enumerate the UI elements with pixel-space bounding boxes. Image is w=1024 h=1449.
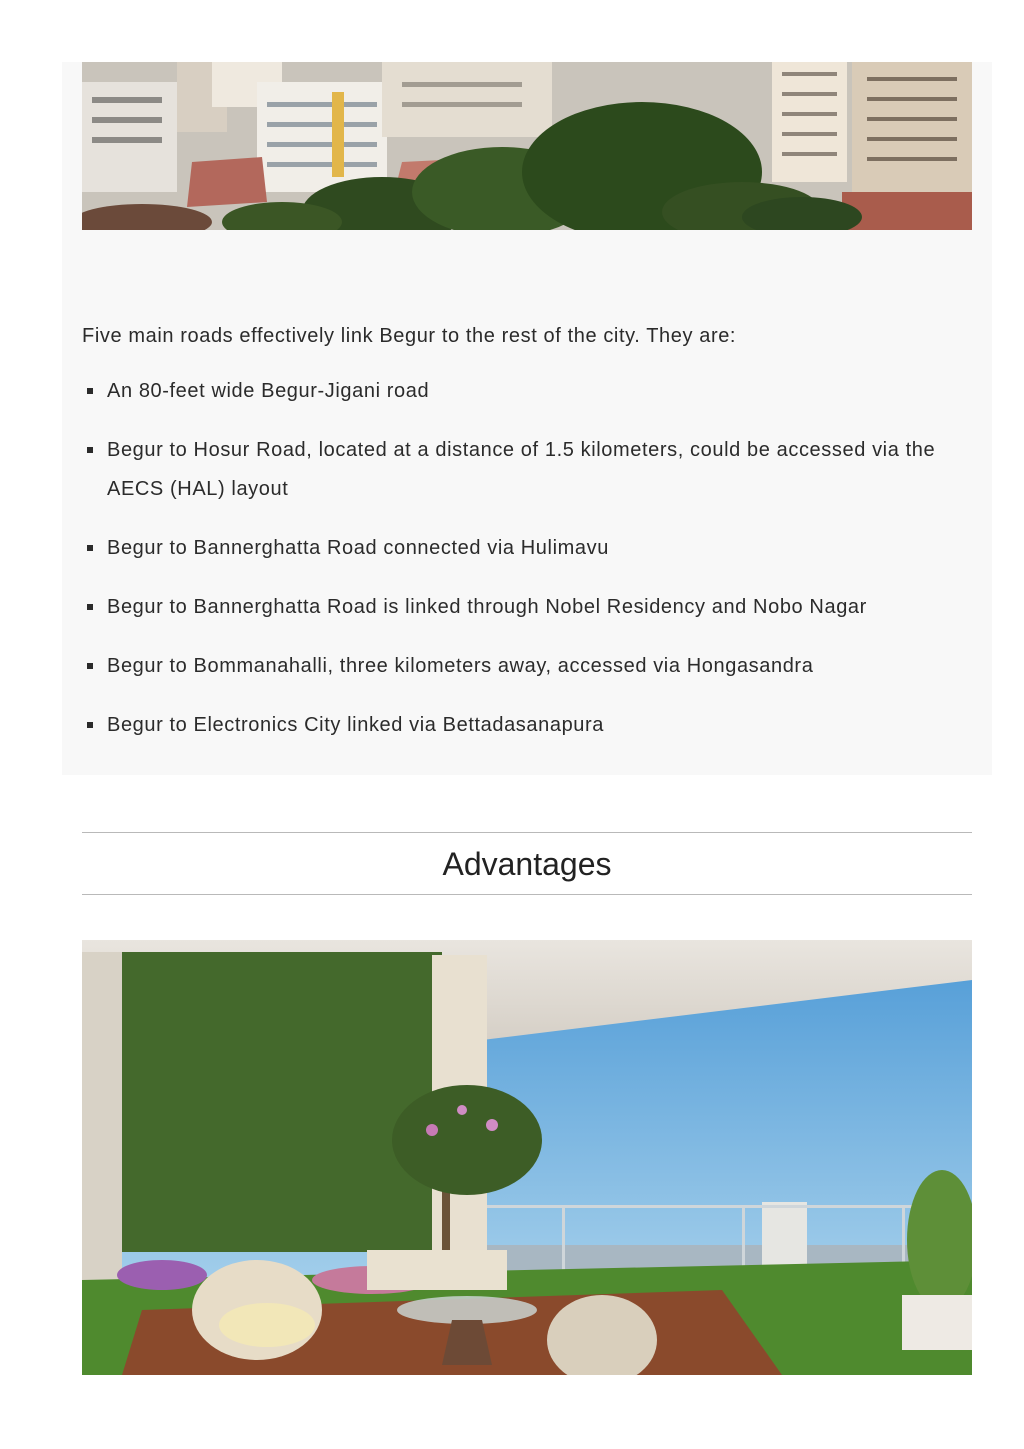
bullet-icon <box>87 722 93 728</box>
road-list <box>82 372 962 765</box>
list-item-text: Begur to Bommanahalli, three kilometers away, accessed via Hongasandra <box>107 655 814 677</box>
bullet-icon <box>87 388 93 394</box>
list-item-text: An 80-feet wide Begur-Jigani road <box>107 380 430 402</box>
list-item <box>82 706 962 745</box>
connectivity-intro: Five main roads effectively link Begur to the rest of the city. They are: <box>82 325 737 347</box>
bullet-icon <box>87 663 93 669</box>
list-item-text: Begur to Electronics City linked via Bettadasanapura <box>107 714 605 736</box>
bullet-icon <box>87 604 93 610</box>
advantages-heading: Advantages <box>442 846 612 882</box>
list-item <box>82 529 962 568</box>
list-item <box>82 647 962 686</box>
list-item <box>82 588 962 627</box>
city-aerial-photo <box>82 62 972 230</box>
list-item <box>82 431 962 509</box>
list-item-text: Begur to Hosur Road, located at a distance of 1.5 kilometers, could be accessed via the AECS (HAL) layout <box>107 439 936 500</box>
list-item-text: Begur to Bannerghatta Road connected via Hulimavu <box>107 537 609 559</box>
bullet-icon <box>87 545 93 551</box>
balcony-garden-photo <box>82 940 972 1375</box>
list-item-text: Begur to Bannerghatta Road is linked through Nobel Residency and Nobo Nagar <box>107 596 867 618</box>
section-top-divider <box>82 832 972 833</box>
bullet-icon <box>87 447 93 453</box>
section-bottom-divider <box>82 894 972 895</box>
list-item <box>82 372 962 411</box>
